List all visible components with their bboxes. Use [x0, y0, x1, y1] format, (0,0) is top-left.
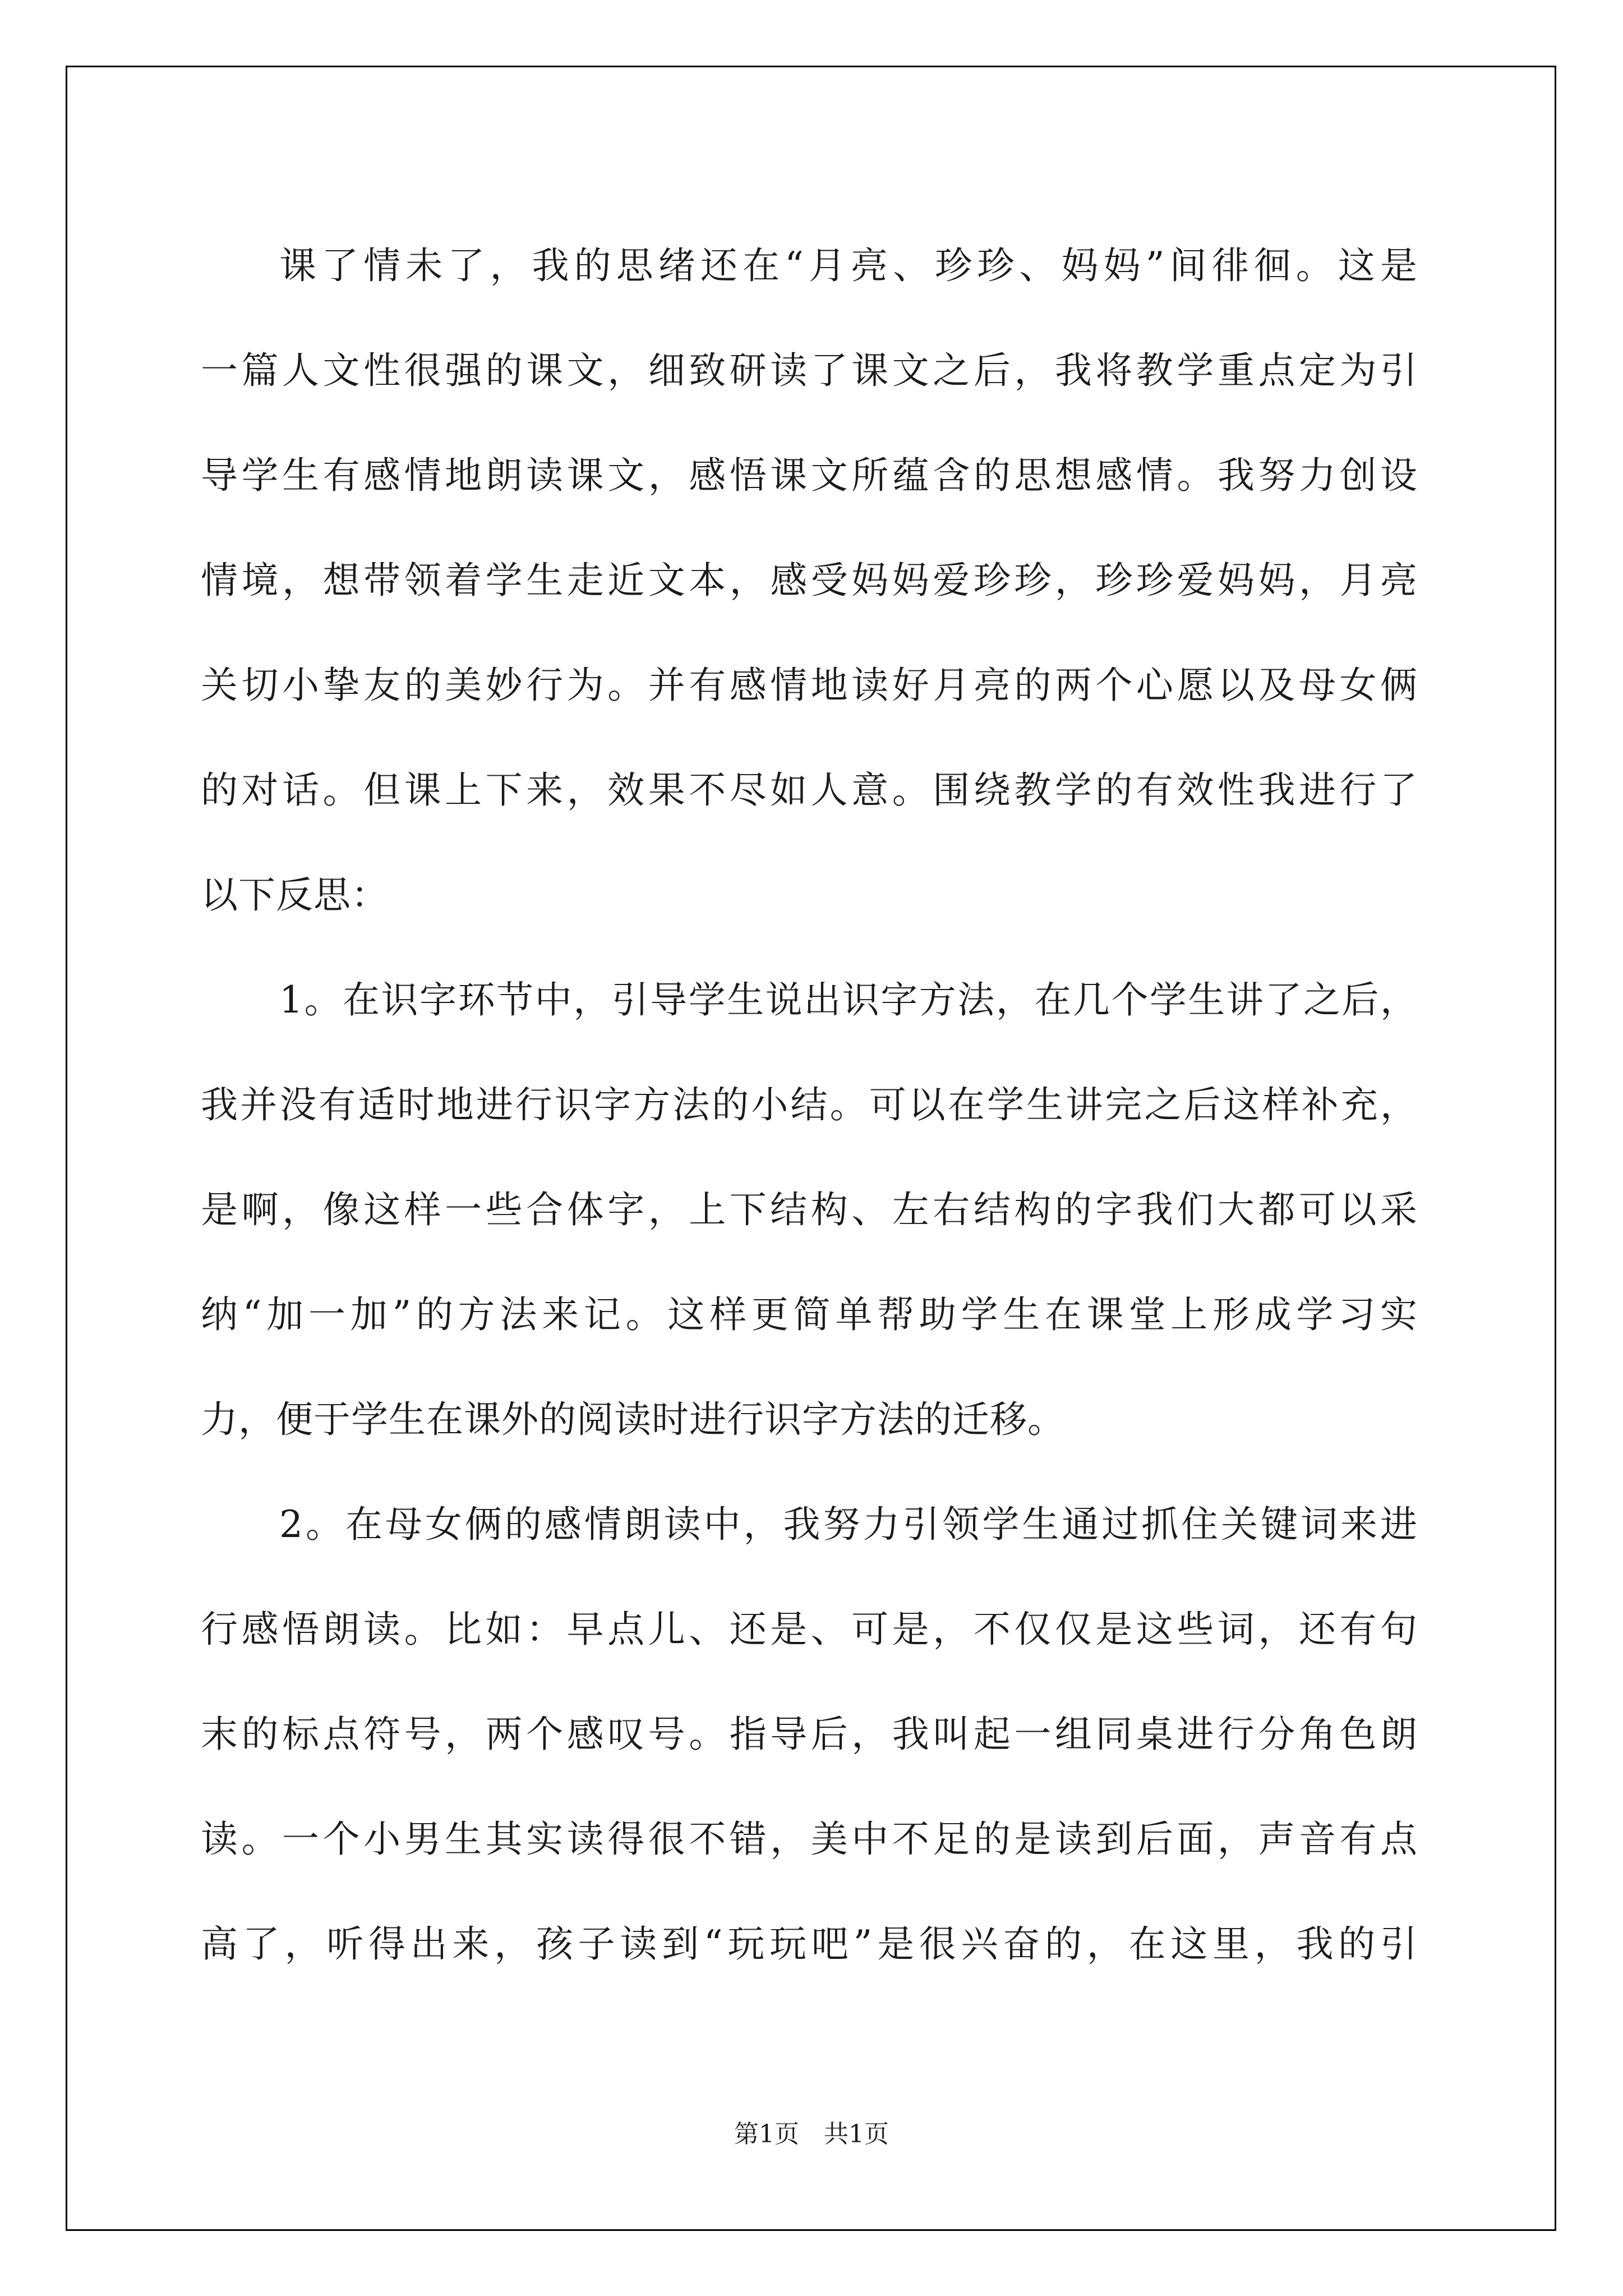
paragraph-3-line-5: 高了，听得出来，孩子读到“玩玩吧”是很兴奋的，在这里，我的引 [201, 1922, 1418, 1966]
paragraph-1-line-7: 以下反思： [201, 873, 389, 917]
document-body [201, 213, 1418, 1996]
paragraph-3-line-3: 末的标点符号，两个感叹号。指导后，我叫起一组同桌进行分角色朗 [201, 1713, 1418, 1756]
paragraph-2-line-3: 是啊，像这样一些合体字，上下结构、左右结构的字我们大都可以采 [201, 1188, 1418, 1231]
paragraph-2-line-2: 我并没有适时地进行识字方法的小结。可以在学生讲完之后这样补充， [201, 1083, 1418, 1126]
page-number-label: 第1页 共1页 [734, 2120, 889, 2148]
page-footer [0, 2114, 1623, 2150]
paragraph-1-line-3: 导学生有感情地朗读课文，感悟课文所蕴含的思想感情。我努力创设 [201, 454, 1418, 497]
paragraph-1-line-5: 关切小挚友的美妙行为。并有感情地读好月亮的两个心愿以及母女俩 [201, 664, 1418, 707]
paragraph-3-line-1: 2。在母女俩的感情朗读中，我努力引领学生通过抓住关键词来进 [279, 1503, 1418, 1546]
paragraph-3-line-2: 行感悟朗读。比如：早点儿、还是、可是，不仅仅是这些词，还有句 [201, 1608, 1418, 1651]
paragraph-1-line-1: 课了情未了，我的思绪还在“月亮、珍珍、妈妈”间徘徊。这是 [279, 244, 1418, 287]
paragraph-2-line-5: 力，便于学生在课外的阅读时进行识字方法的迁移。 [201, 1398, 1065, 1441]
paragraph-2-line-1: 1。在识字环节中，引导学生说出识字方法，在几个学生讲了之后， [279, 978, 1418, 1022]
paragraph-2-line-4: 纳“加一加”的方法来记。这样更简单帮助学生在课堂上形成学习实 [201, 1293, 1418, 1336]
paragraph-3-line-4: 读。一个小男生其实读得很不错，美中不足的是读到后面，声音有点 [201, 1818, 1418, 1861]
paragraph-1-line-4: 情境，想带领着学生走近文本，感受妈妈爱珍珍，珍珍爱妈妈，月亮 [201, 559, 1418, 602]
paragraph-1-line-2: 一篇人文性很强的课文，细致研读了课文之后，我将教学重点定为引 [201, 349, 1418, 392]
paragraph-1-line-6: 的对话。但课上下来，效果不尽如人意。围绕教学的有效性我进行了 [201, 769, 1418, 812]
